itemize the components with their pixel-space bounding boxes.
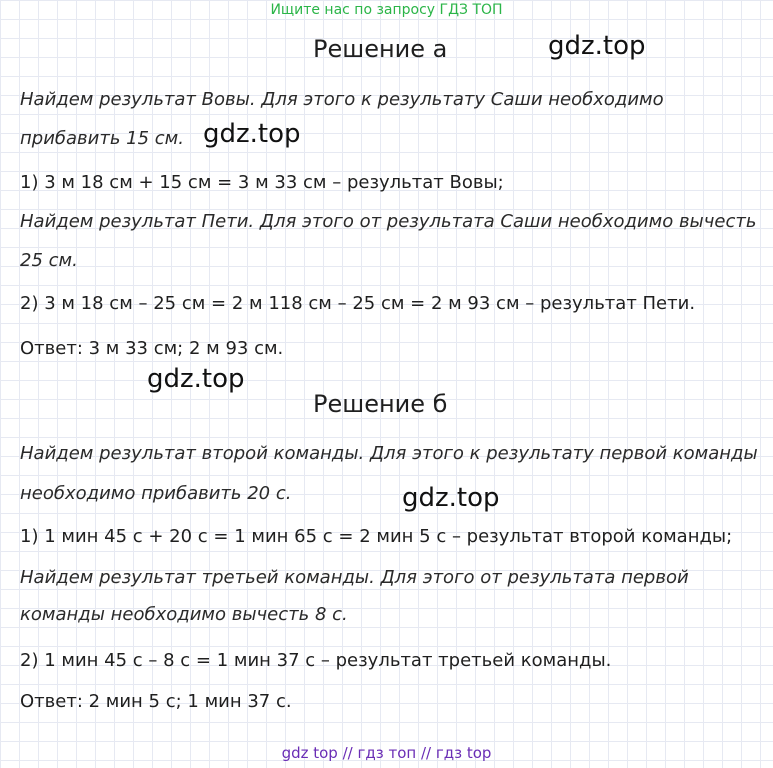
solution-a-title: Решение а <box>313 35 448 63</box>
solution-b-line-3: 1) 1 мин 45 с + 20 с = 1 мин 65 с = 2 мин 5 с – результат второй команды; <box>20 526 733 547</box>
watermark: gdz.top <box>402 483 500 513</box>
watermark: gdz.top <box>203 119 301 149</box>
watermark: gdz.top <box>147 364 245 394</box>
solution-a-line-1: Найдем результат Вовы. Для этого к результату Саши необходимо <box>20 89 664 110</box>
watermark: gdz.top <box>548 31 646 61</box>
solution-a-line-5: 25 см. <box>20 250 78 271</box>
solution-b-line-2: необходимо прибавить 20 с. <box>20 483 292 504</box>
header-search-link[interactable]: Ищите нас по запросу ГДЗ ТОП <box>270 2 503 18</box>
solution-b-line-4: Найдем результат третьей команды. Для этого от результата первой <box>20 567 689 588</box>
footer-links[interactable]: gdz top // гдз топ // гдз top <box>281 744 492 762</box>
solution-a-line-6: 2) 3 м 18 см – 25 см = 2 м 118 см – 25 см = 2 м 93 см – результат Пети. <box>20 293 696 314</box>
solution-b-line-6: 2) 1 мин 45 с – 8 с = 1 мин 37 с – результат третьей команды. <box>20 650 612 671</box>
solution-a-answer: Ответ: 3 м 33 см; 2 м 93 см. <box>20 338 284 359</box>
solution-b-answer: Ответ: 2 мин 5 с; 1 мин 37 с. <box>20 691 292 712</box>
solution-a-line-2: прибавить 15 см. <box>20 128 184 149</box>
solution-b-line-1: Найдем результат второй команды. Для этого к результату первой команды <box>20 443 758 464</box>
solution-a-line-3: 1) 3 м 18 см + 15 см = 3 м 33 см – результат Вовы; <box>20 172 504 193</box>
solution-a-line-4: Найдем результат Пети. Для этого от результата Саши необходимо вычесть <box>20 211 757 232</box>
solution-b-line-5: команды необходимо вычесть 8 с. <box>20 604 348 625</box>
solution-b-title: Решение б <box>313 390 448 418</box>
